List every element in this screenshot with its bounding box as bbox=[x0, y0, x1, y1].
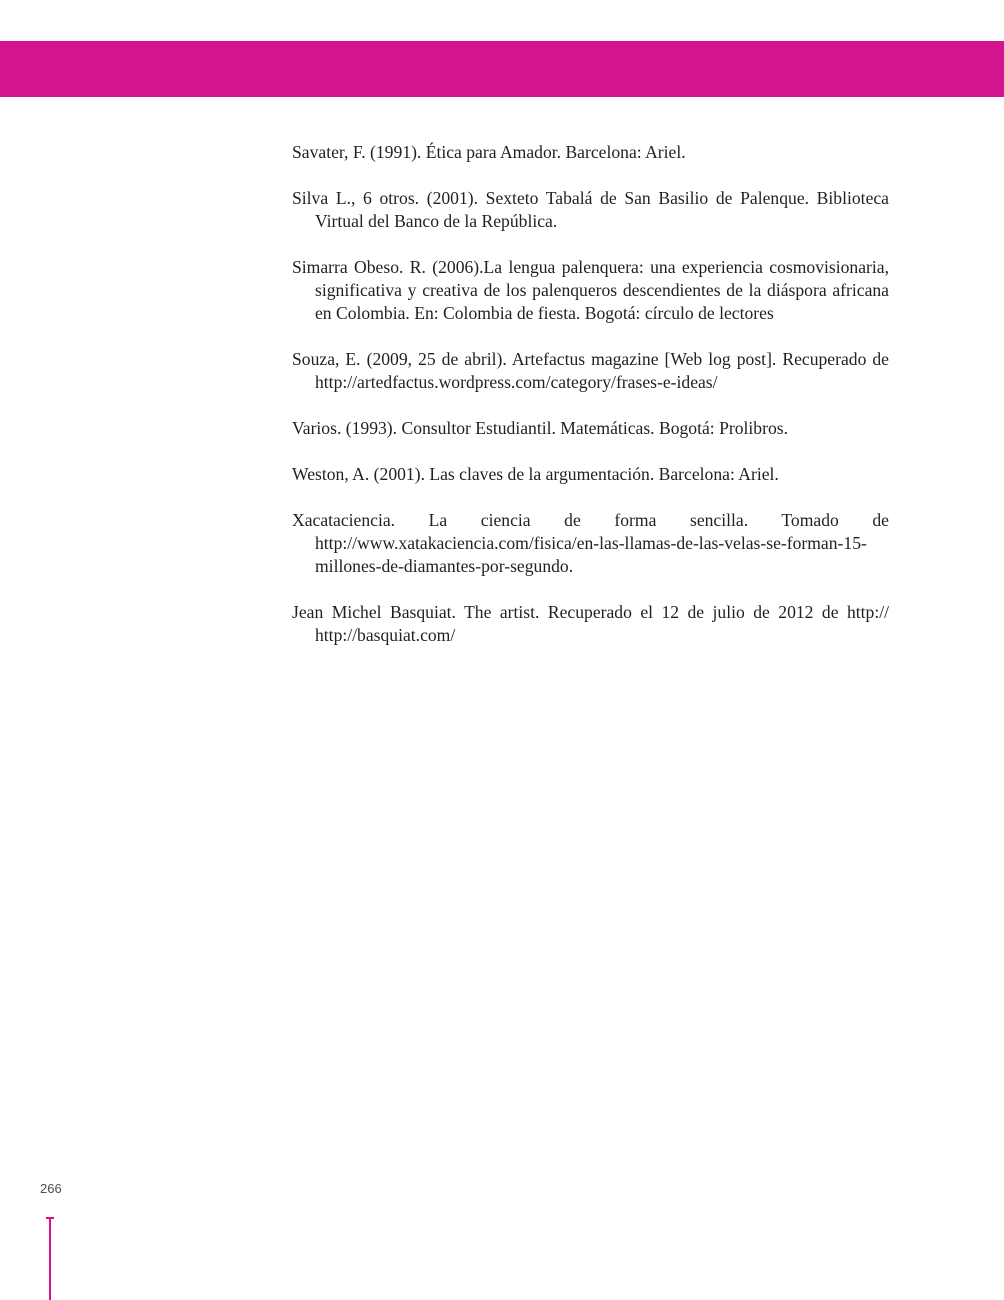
reference-item: Simarra Obeso. R. (2006).La lengua palenquera: una experiencia cosmovisionaria, significativa y creativa de los palenqueros descendientes de la diáspora africana en Colombia. En: Colombia de fiesta. Bogotá: círculo de lectores bbox=[292, 257, 889, 323]
reference-item: Jean Michel Basquiat. The artist. Recuperado el 12 de julio de 2012 de http:// http://basquiat.com/ bbox=[292, 602, 889, 645]
header-band bbox=[0, 41, 1004, 97]
reference-item: Savater, F. (1991). Ética para Amador. Barcelona: Ariel. bbox=[292, 142, 686, 162]
reference-list bbox=[292, 141, 889, 670]
reference-item: Xacataciencia. La ciencia de forma sencilla. Tomado de http://www.xatakaciencia.com/fisica/en-las-llamas-de-las-velas-se-forman-15-millones-de-diamantes-por-segundo. bbox=[292, 510, 889, 576]
page-number: 266 bbox=[40, 1181, 62, 1196]
page-marker-line bbox=[46, 1217, 54, 1300]
reference-item: Varios. (1993). Consultor Estudiantil. Matemáticas. Bogotá: Prolibros. bbox=[292, 418, 788, 438]
reference-item: Silva L., 6 otros. (2001). Sexteto Tabalá de San Basilio de Palenque. Biblioteca Virtual del Banco de la República. bbox=[292, 188, 889, 231]
page-marker-stem bbox=[49, 1217, 51, 1300]
reference-item: Souza, E. (2009, 25 de abril). Artefactus magazine [Web log post]. Recuperado de http://artedfactus.wordpress.com/category/frases-e-ideas/ bbox=[292, 349, 889, 392]
reference-item: Weston, A. (2001). Las claves de la argumentación. Barcelona: Ariel. bbox=[292, 464, 779, 484]
